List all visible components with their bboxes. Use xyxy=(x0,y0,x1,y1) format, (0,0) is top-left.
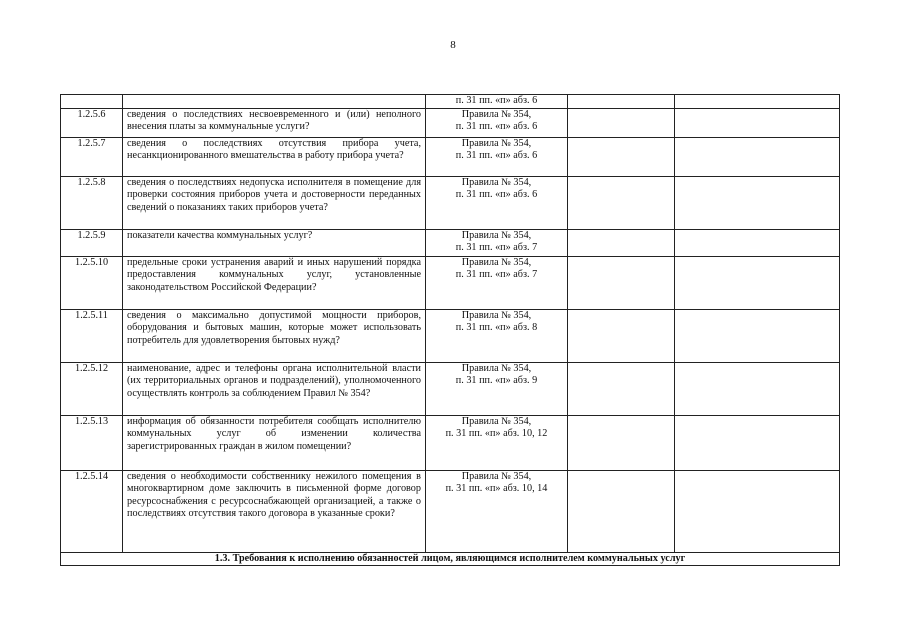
empty-cell xyxy=(675,309,840,362)
empty-cell xyxy=(675,176,840,229)
table-row xyxy=(61,309,840,362)
empty-cell xyxy=(568,95,675,109)
item-description: информация об обязанности потребителя сообщать исполнителю коммунальных услуг об изменении количества зарегистрированных граждан в жилом помещении? xyxy=(123,415,426,470)
reference-line-1: Правила № 354, xyxy=(461,108,532,120)
reference-line-1: Правила № 354, xyxy=(461,229,532,241)
item-reference xyxy=(426,470,568,552)
reference-line-2: п. 31 пп. «п» абз. 6 xyxy=(455,121,538,133)
reference-line-1: Правила № 354, xyxy=(461,137,532,149)
reference-line-2: п. 31 пп. «п» абз. 6 xyxy=(455,150,538,162)
reference-line-2: п. 31 пп. «п» абз. 9 xyxy=(455,375,538,387)
reference-line-2: п. 31 пп. «п» абз. 10, 12 xyxy=(445,428,548,440)
item-number: 1.2.5.7 xyxy=(61,137,123,176)
empty-cell xyxy=(675,108,840,137)
item-number: 1.2.5.11 xyxy=(61,309,123,362)
empty-cell xyxy=(675,256,840,309)
section-heading: 1.3. Требования к исполнению обязанностей лицом, являющимся исполнителем коммунальных услуг xyxy=(61,552,840,566)
reference-line-2: п. 31 пп. «п» абз. 7 xyxy=(455,242,538,254)
reference-line-1: Правила № 354, xyxy=(461,362,532,374)
page-number: 8 xyxy=(450,39,456,51)
empty-cell xyxy=(568,415,675,470)
item-description: сведения о последствиях несвоевременного и (или) неполного внесения платы за коммунальные услуги? xyxy=(123,108,426,137)
item-number: 1.2.5.10 xyxy=(61,256,123,309)
item-reference xyxy=(426,108,568,137)
table-row xyxy=(61,470,840,552)
reference-line-1: Правила № 354, xyxy=(461,415,532,427)
reference-line-1: Правила № 354, xyxy=(461,176,532,188)
item-number: 1.2.5.14 xyxy=(61,470,123,552)
reference-line-2: п. 31 пп. «п» абз. 6 xyxy=(455,189,538,201)
table-row xyxy=(61,176,840,229)
table-row xyxy=(61,137,840,176)
empty-cell xyxy=(568,229,675,256)
empty-cell xyxy=(568,470,675,552)
empty-cell xyxy=(675,362,840,415)
item-reference xyxy=(426,362,568,415)
requirements-table xyxy=(60,94,840,566)
item-description: предельные сроки устранения аварий и иных нарушений порядка предоставления коммунальных услуг, установленные законодательством Российской Федерации? xyxy=(123,256,426,309)
description-cell xyxy=(123,95,426,109)
table-row xyxy=(61,229,840,256)
reference-line-1: Правила № 354, xyxy=(461,256,532,268)
item-reference xyxy=(426,176,568,229)
item-description: сведения о максимально допустимой мощности приборов, оборудования и бытовых машин, которые может использовать потребитель для удовлетворения бытовых нужд? xyxy=(123,309,426,362)
table-row xyxy=(61,108,840,137)
item-number: 1.2.5.9 xyxy=(61,229,123,256)
reference-line-2: п. 31 пп. «п» абз. 7 xyxy=(455,269,538,281)
item-reference xyxy=(426,415,568,470)
section-heading-row xyxy=(61,552,840,566)
item-description: сведения о последствиях отсутствия прибора учета, несанкционированного вмешательства в работу прибора учета? xyxy=(123,137,426,176)
table-row xyxy=(61,256,840,309)
item-reference xyxy=(426,309,568,362)
empty-cell xyxy=(568,137,675,176)
item-number: 1.2.5.8 xyxy=(61,176,123,229)
item-number: 1.2.5.6 xyxy=(61,108,123,137)
item-reference xyxy=(426,256,568,309)
table-row-continuation xyxy=(61,95,840,109)
table-row xyxy=(61,362,840,415)
empty-cell xyxy=(568,108,675,137)
item-description: сведения о последствиях недопуска исполнителя в помещение для проверки состояния приборов учета и достоверности переданных сведений о показаниях таких приборов учета? xyxy=(123,176,426,229)
empty-cell xyxy=(675,95,840,109)
empty-cell xyxy=(568,309,675,362)
reference-line-1: Правила № 354, xyxy=(461,309,532,321)
reference-line-1: Правила № 354, xyxy=(461,470,532,482)
item-reference xyxy=(426,229,568,256)
empty-cell xyxy=(568,362,675,415)
item-description: сведения о необходимости собственнику нежилого помещения в многоквартирном доме заключить в письменной форме договор ресурсоснабжения с ресурсоснабжающей организацией, а также о последствиях отсутствия такого договора в указанные сроки? xyxy=(123,470,426,552)
empty-cell xyxy=(675,415,840,470)
item-number: 1.2.5.13 xyxy=(61,415,123,470)
item-description: показатели качества коммунальных услуг? xyxy=(123,229,426,256)
reference-line-2: п. 31 пп. «п» абз. 10, 14 xyxy=(445,483,548,495)
empty-cell xyxy=(568,256,675,309)
item-reference xyxy=(426,137,568,176)
item-description: наименование, адрес и телефоны органа исполнительной власти (их территориальных органов и подразделений), уполномоченного осуществлять контроль за соблюдением Правил № 354? xyxy=(123,362,426,415)
number-cell xyxy=(61,95,123,109)
empty-cell xyxy=(568,176,675,229)
table-row xyxy=(61,415,840,470)
reference-line-2: п. 31 пп. «п» абз. 8 xyxy=(455,322,538,334)
empty-cell xyxy=(675,229,840,256)
item-number: 1.2.5.12 xyxy=(61,362,123,415)
empty-cell xyxy=(675,470,840,552)
reference-cell: п. 31 пп. «п» абз. 6 xyxy=(426,95,568,109)
empty-cell xyxy=(675,137,840,176)
